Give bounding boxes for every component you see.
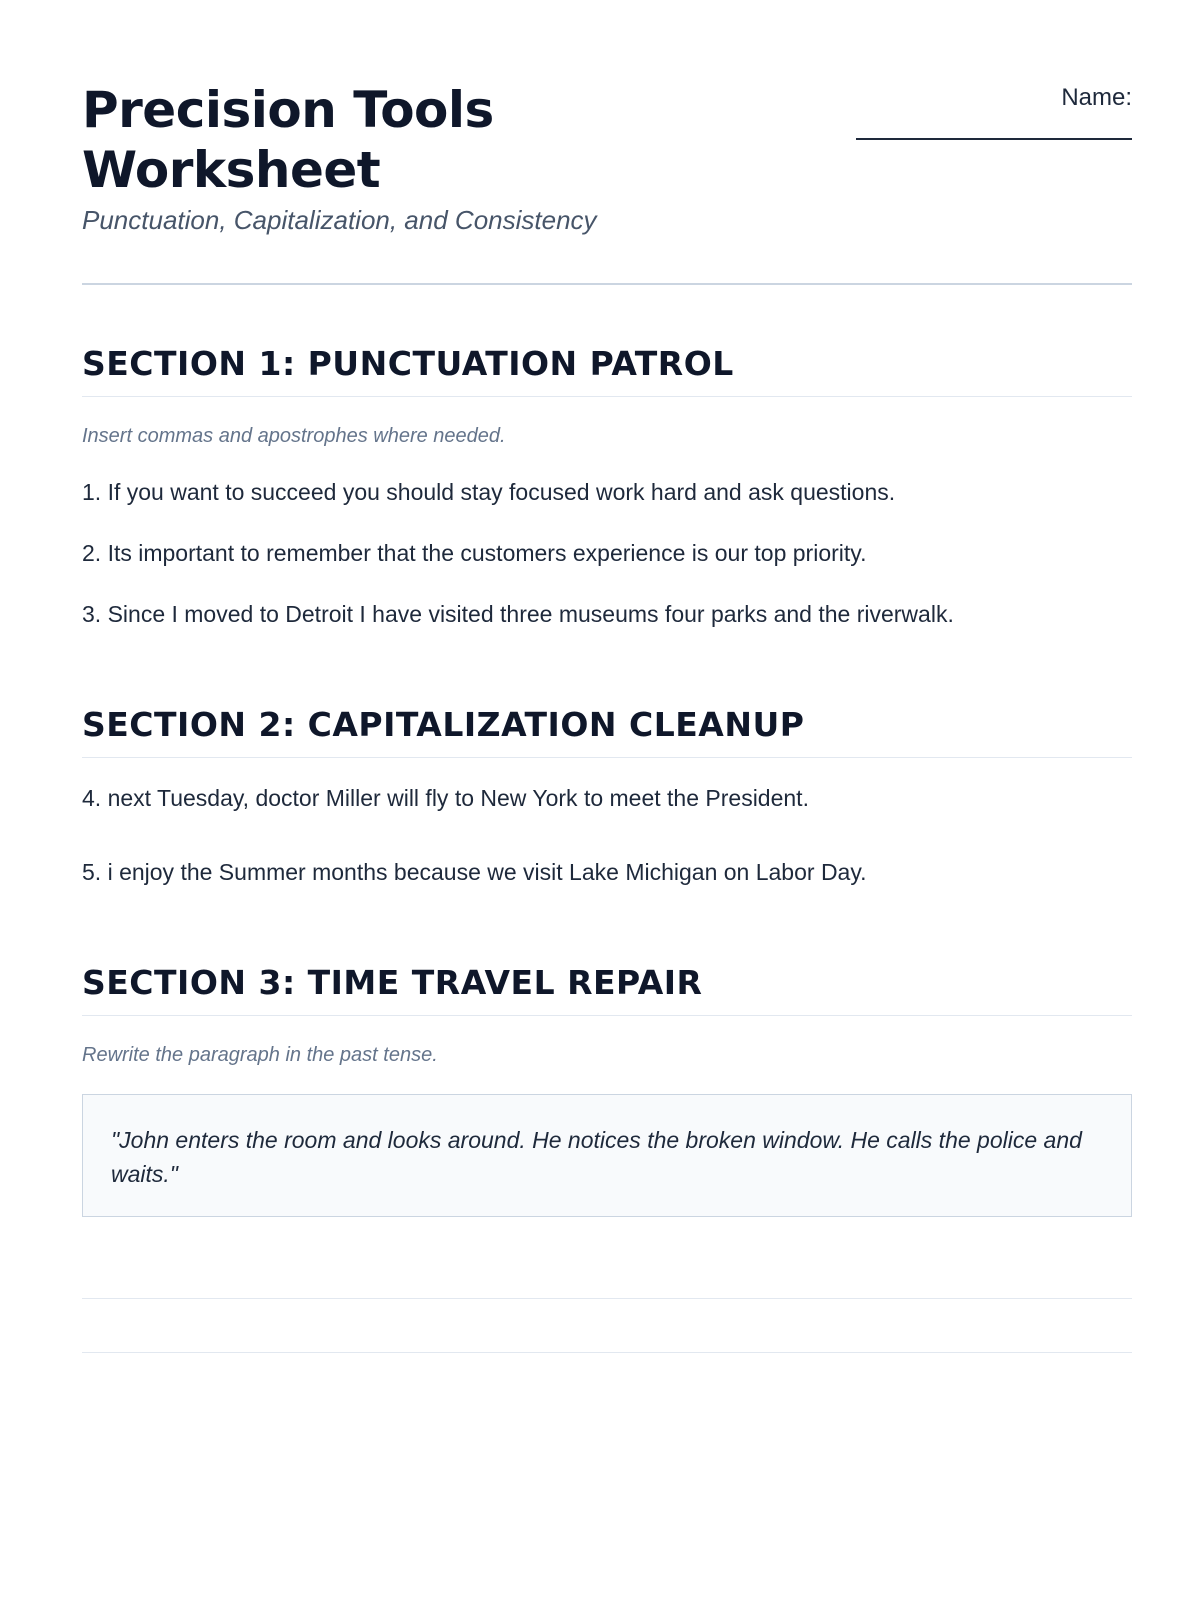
page-title: Precision Tools Worksheet	[82, 81, 494, 199]
exercise-item: 1. If you want to succeed you should stay focused work hard and ask questions.	[82, 479, 896, 505]
name-blank-line[interactable]	[856, 128, 1132, 140]
exercise-item: 4. next Tuesday, doctor Miller will fly to New York to meet the President.	[82, 785, 809, 811]
worksheet-page	[82, 0, 1132, 1600]
section-1-heading: SECTION 1: PUNCTUATION PATROL	[82, 344, 1132, 397]
source-paragraph-box	[82, 1094, 1132, 1217]
answer-line[interactable]	[82, 1352, 1132, 1353]
name-field	[856, 84, 1132, 140]
page-subtitle: Punctuation, Capitalization, and Consistency	[82, 205, 597, 235]
section-3-instruction: Rewrite the paragraph in the past tense.	[82, 1044, 438, 1066]
name-label: Name:	[1061, 84, 1132, 111]
exercise-item: 5. i enjoy the Summer months because we visit Lake Michigan on Labor Day.	[82, 859, 867, 885]
section-2-heading: SECTION 2: CAPITALIZATION CLEANUP	[82, 705, 1132, 758]
section-1-instruction: Insert commas and apostrophes where needed.	[82, 425, 506, 447]
section-3-heading: SECTION 3: TIME TRAVEL REPAIR	[82, 963, 1132, 1016]
exercise-item: 3. Since I moved to Detroit I have visited three museums four parks and the riverwalk.	[82, 601, 954, 627]
worksheet-header	[82, 0, 1132, 285]
exercise-item: 2. Its important to remember that the customers experience is our top priority.	[82, 540, 867, 566]
answer-line[interactable]	[82, 1298, 1132, 1299]
source-paragraph: "John enters the room and looks around. He notices the broken window. He calls the police and waits."	[111, 1127, 1082, 1187]
